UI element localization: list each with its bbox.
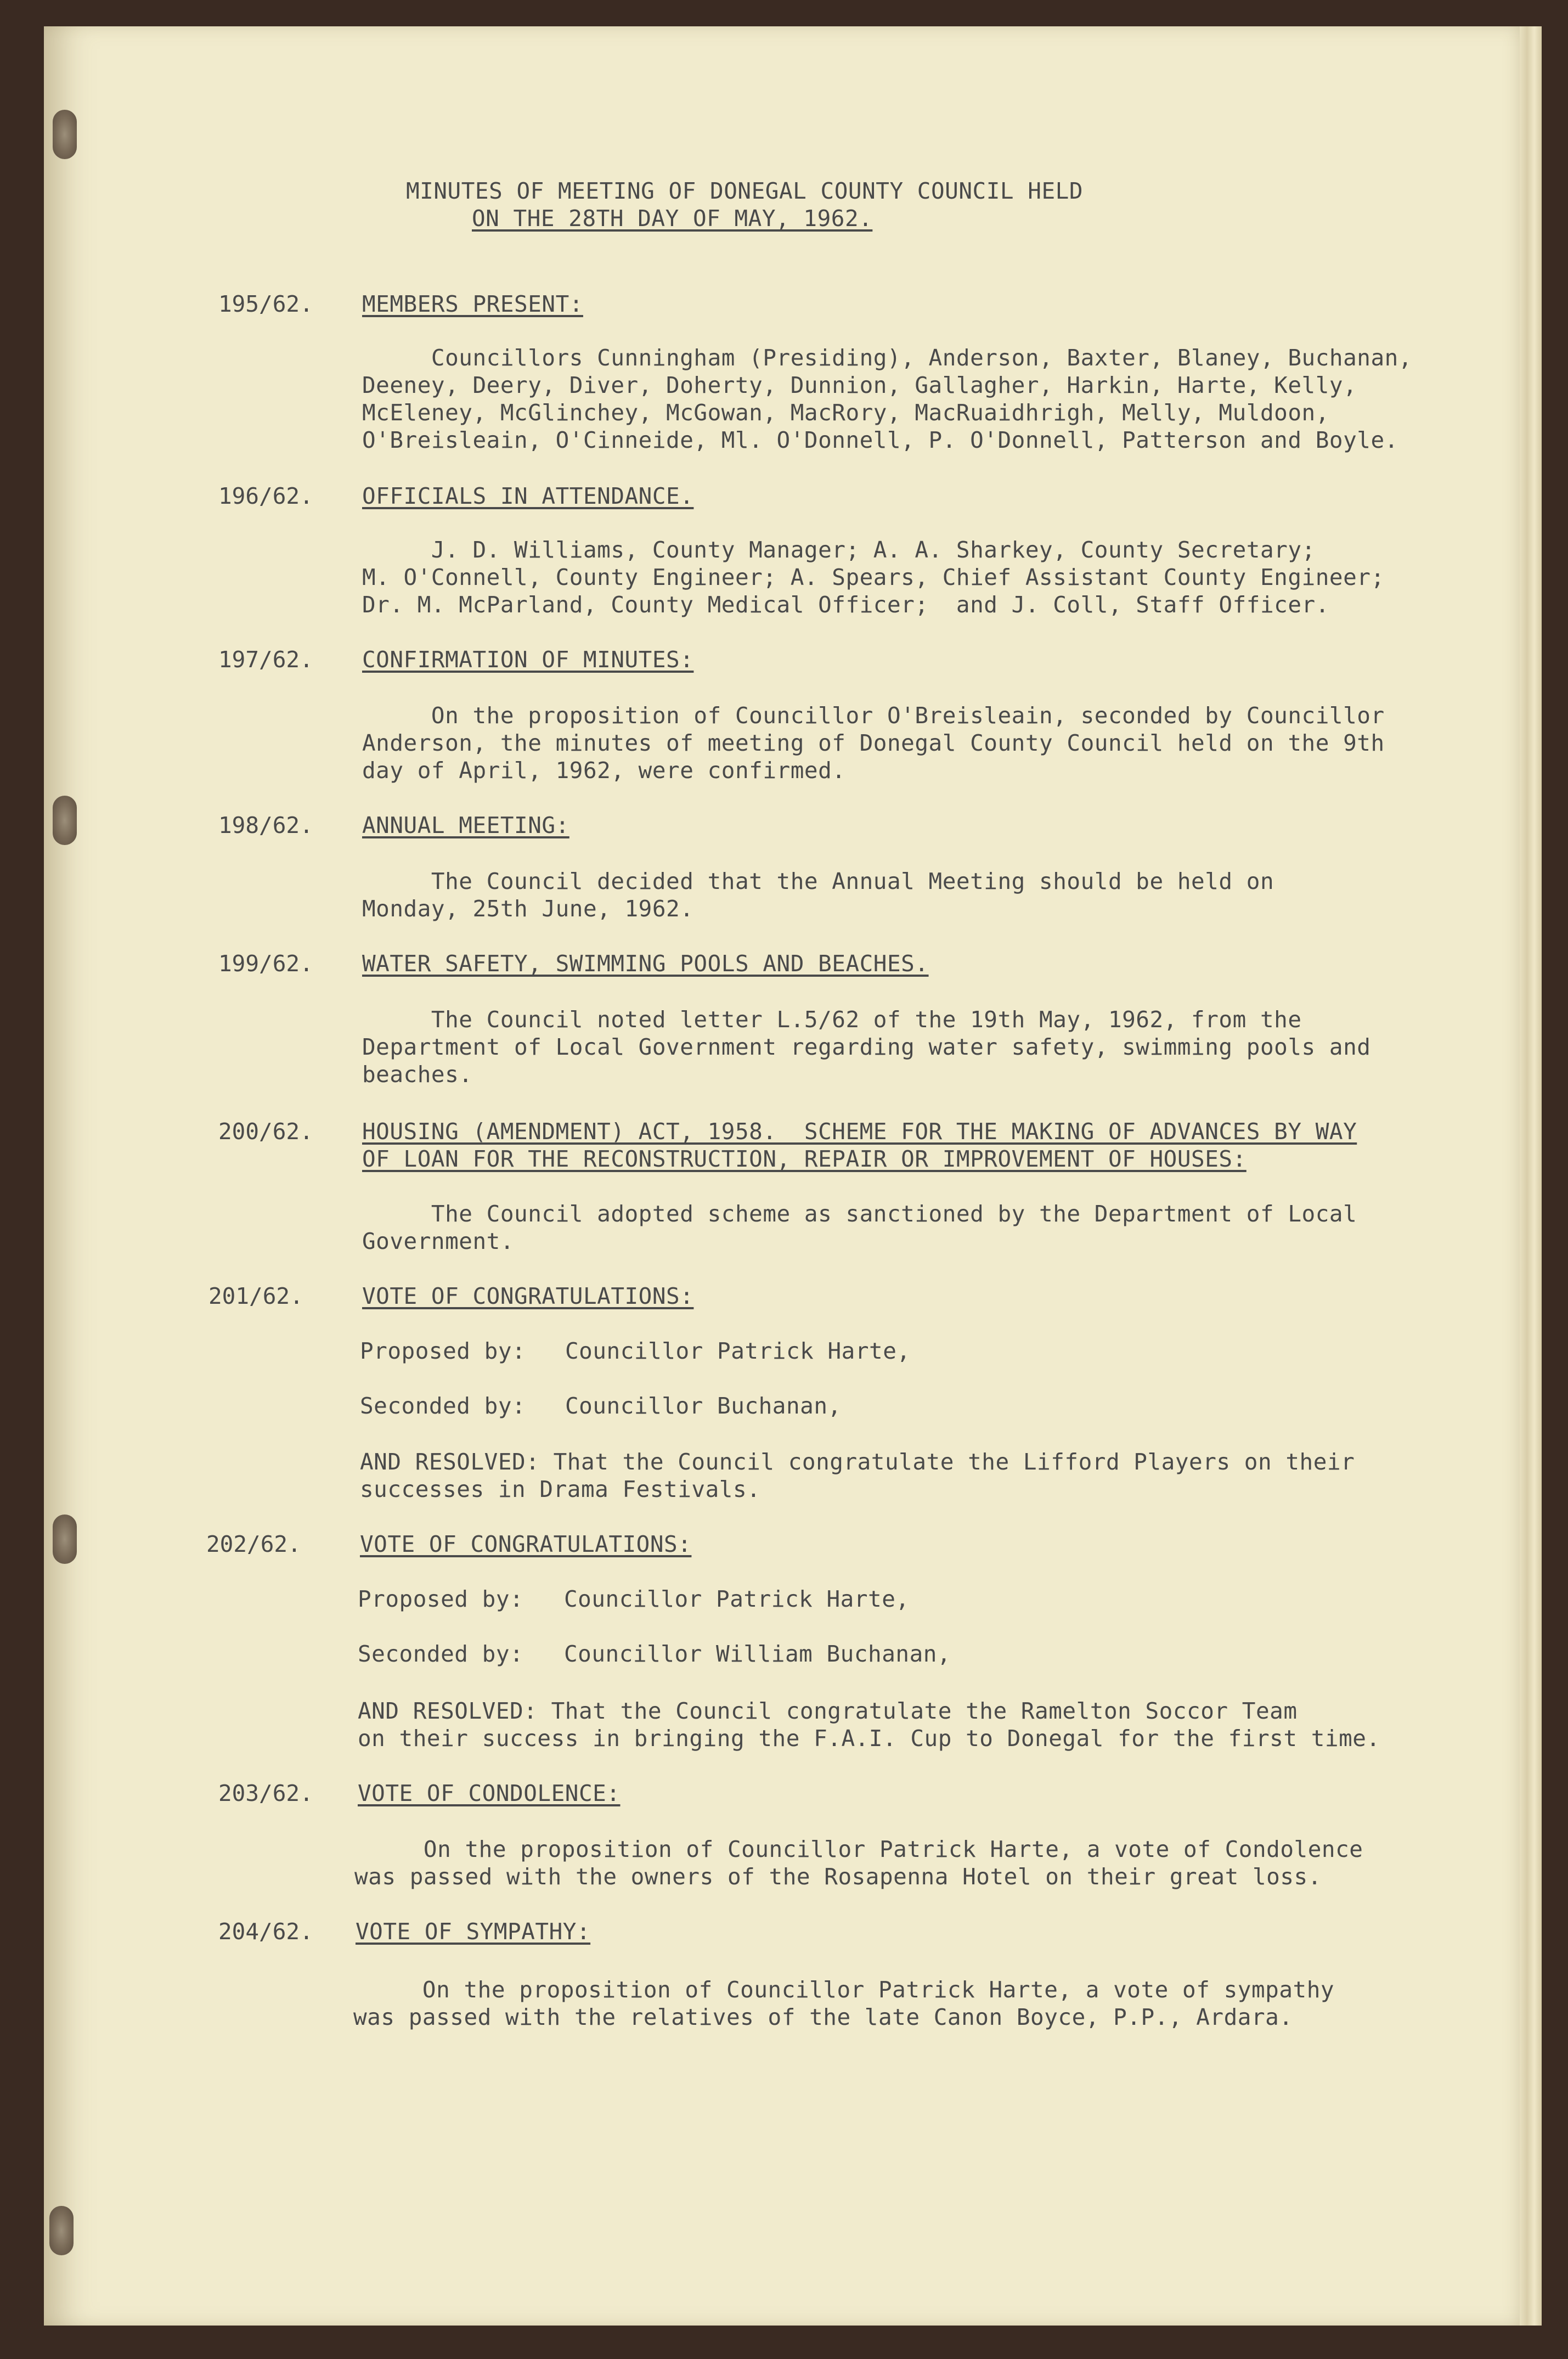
item-number: 201/62. [208,1283,303,1309]
item-line: On the proposition of Councillor Patrick Harte, a vote of sympathy [353,1977,1335,2003]
proposed-by: Councillor Patrick Harte, [564,1586,910,1612]
seconded-by: Councillor Buchanan, [565,1393,842,1419]
item-line: The Council noted letter L.5/62 of the 19th May, 1962, from the [362,1006,1302,1033]
item-number: 200/62. [218,1118,313,1145]
item-line: Dr. M. McParland, County Medical Officer; and J. Coll, Staff Officer. [362,592,1329,618]
item-line: AND RESOLVED: That the Council congratulate the Lifford Players on their [360,1449,1355,1475]
item-line: on their success in bringing the F.A.I. Cup to Donegal for the first time. [358,1725,1380,1752]
proposed-label: Proposed by: [360,1338,526,1364]
item-number: 204/62. [218,1918,313,1945]
item-line: O'Breisleain, O'Cinneide, Ml. O'Donnell, P. O'Donnell, Patterson and Boyle. [362,427,1398,453]
binding-hole [53,110,77,159]
page-edge [1520,26,1542,2326]
item-number: 199/62. [218,950,313,977]
item-line: J. D. Williams, County Manager; A. A. Sharkey, County Secretary; [362,537,1316,563]
item-line: M. O'Connell, County Engineer; A. Spears, Chief Assistant County Engineer; [362,564,1385,590]
title-line-1: MINUTES OF MEETING OF DONEGAL COUNTY COUNCIL HELD [406,178,1084,204]
proposed-label: Proposed by: [358,1586,524,1612]
seconded-label: Seconded by: [358,1641,524,1667]
item-heading-continued: OF LOAN FOR THE RECONSTRUCTION, REPAIR OR IMPROVEMENT OF HOUSES: [362,1146,1246,1172]
item-line: Monday, 25th June, 1962. [362,896,694,922]
proposed-by: Councillor Patrick Harte, [565,1338,911,1364]
item-number: 198/62. [218,812,313,838]
item-line: Councillors Cunningham (Presiding), Anderson, Baxter, Blaney, Buchanan, [362,345,1412,371]
item-line: Anderson, the minutes of meeting of Donegal County Council held on the 9th [362,730,1385,756]
item-heading: WATER SAFETY, SWIMMING POOLS AND BEACHES. [362,950,929,977]
item-line: was passed with the owners of the Rosapenna Hotel on their great loss. [354,1863,1322,1890]
item-heading: VOTE OF CONDOLENCE: [358,1780,621,1806]
item-line: successes in Drama Festivals. [360,1476,761,1502]
item-heading: MEMBERS PRESENT: [362,291,583,317]
binding-hole [53,796,77,845]
item-line: Deeney, Deery, Diver, Doherty, Dunnion, Gallagher, Harkin, Harte, Kelly, [362,372,1357,398]
item-line: beaches. [362,1061,473,1088]
item-number: 203/62. [218,1780,313,1806]
item-line: Department of Local Government regarding water safety, swimming pools and [362,1034,1371,1060]
item-heading: HOUSING (AMENDMENT) ACT, 1958. SCHEME FOR THE MAKING OF ADVANCES BY WAY [362,1118,1357,1145]
item-line: McEleney, McGlinchey, McGowan, MacRory, MacRuaidhrigh, Melly, Muldoon, [362,399,1329,426]
item-line: On the proposition of Councillor Patrick Harte, a vote of Condolence [354,1836,1363,1862]
item-heading: VOTE OF CONGRATULATIONS: [362,1283,694,1309]
item-heading: CONFIRMATION OF MINUTES: [362,646,694,673]
seconded-label: Seconded by: [360,1393,526,1419]
item-heading: OFFICIALS IN ATTENDANCE. [362,483,694,509]
item-number: 197/62. [218,646,313,673]
item-heading: ANNUAL MEETING: [362,812,569,838]
item-number: 202/62. [206,1531,301,1557]
binding-hole [49,2206,74,2255]
item-number: 196/62. [218,483,313,509]
item-line: day of April, 1962, were confirmed. [362,757,846,784]
item-line: AND RESOLVED: That the Council congratulate the Ramelton Soccor Team [358,1698,1298,1724]
item-number: 195/62. [218,291,313,317]
item-line: On the proposition of Councillor O'Breisleain, seconded by Councillor [362,702,1385,729]
item-heading: VOTE OF CONGRATULATIONS: [360,1531,692,1557]
item-line: The Council adopted scheme as sanctioned by the Department of Local [362,1201,1357,1227]
title-line-2: ON THE 28TH DAY OF MAY, 1962. [472,205,873,232]
binding-hole [53,1515,77,1564]
item-line: Government. [362,1228,515,1254]
seconded-by: Councillor William Buchanan, [564,1641,951,1667]
item-line: was passed with the relatives of the late Canon Boyce, P.P., Ardara. [353,2004,1293,2030]
item-line: The Council decided that the Annual Meeting should be held on [362,868,1274,894]
item-heading: VOTE OF SYMPATHY: [356,1918,591,1945]
